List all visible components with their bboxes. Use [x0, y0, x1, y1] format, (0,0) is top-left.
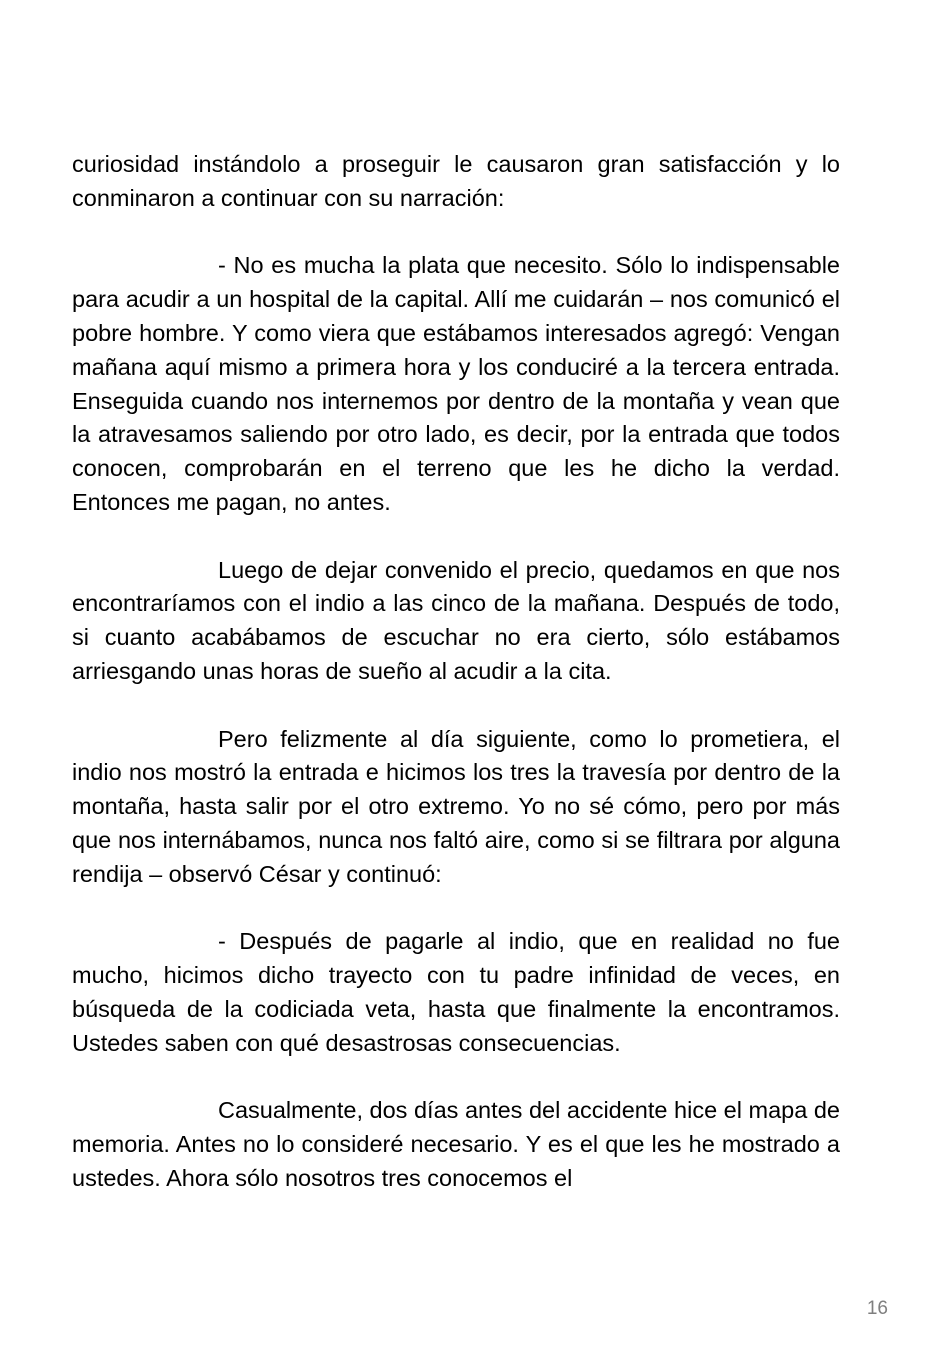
- paragraph-indio-dialogue: - No es mucha la plata que necesito. Sólo lo indispensable para acudir a un hospital de la capital. Allí me cuidarán – nos comunicó el pobre hombre. Y como viera que estábamos interesados agregó: Vengan mañana aquí mismo a primera hora y los conduciré a la tercera entrada. Enseguida cuando nos internemos por dentro de la montaña y vean que la atravesamos saliendo por otro lado, es decir, por la entrada que todos conocen, comprobarán en el terreno que les he dicho la verdad. Entonces me pagan, no antes.: [72, 252, 840, 515]
- paragraph-mapa-memoria: Casualmente, dos días antes del accidente hice el mapa de memoria. Antes no lo consideré necesario. Y es el que les he mostrado a ustedes. Ahora sólo nosotros tres conocemos el: [72, 1097, 840, 1191]
- paragraph-precio-convenido: Luego de dejar convenido el precio, quedamos en que nos encontraríamos con el indio a las cinco de la mañana. Después de todo, si cuanto acabábamos de escuchar no era cierto, sólo estábamos arriesgando unas horas de sueño al acudir a la cita.: [72, 556, 840, 684]
- paragraph-busqueda-veta: - Después de pagarle al indio, que en realidad no fue mucho, hicimos dicho trayecto con tu padre infinidad de veces, en búsqueda de la codiciada veta, hasta que finalmente la encontramos. Ustedes saben con qué desastrosas consecuencias.: [72, 928, 840, 1056]
- page-body: [72, 148, 840, 1196]
- page-number: 16: [866, 1298, 888, 1319]
- paragraph-travesia: Pero felizmente al día siguiente, como lo prometiera, el indio nos mostró la entrada e hicimos los tres la travesía por dentro de la montaña, hasta salir por el otro extremo. Yo no sé cómo, pero por más que nos internábamos, nunca nos faltó aire, como si se filtrara por alguna rendija – observó César y continuó:: [72, 725, 840, 887]
- paragraph-continuation: curiosidad instándolo a proseguir le causaron gran satisfacción y lo conminaron a continuar con su narración:: [72, 151, 840, 211]
